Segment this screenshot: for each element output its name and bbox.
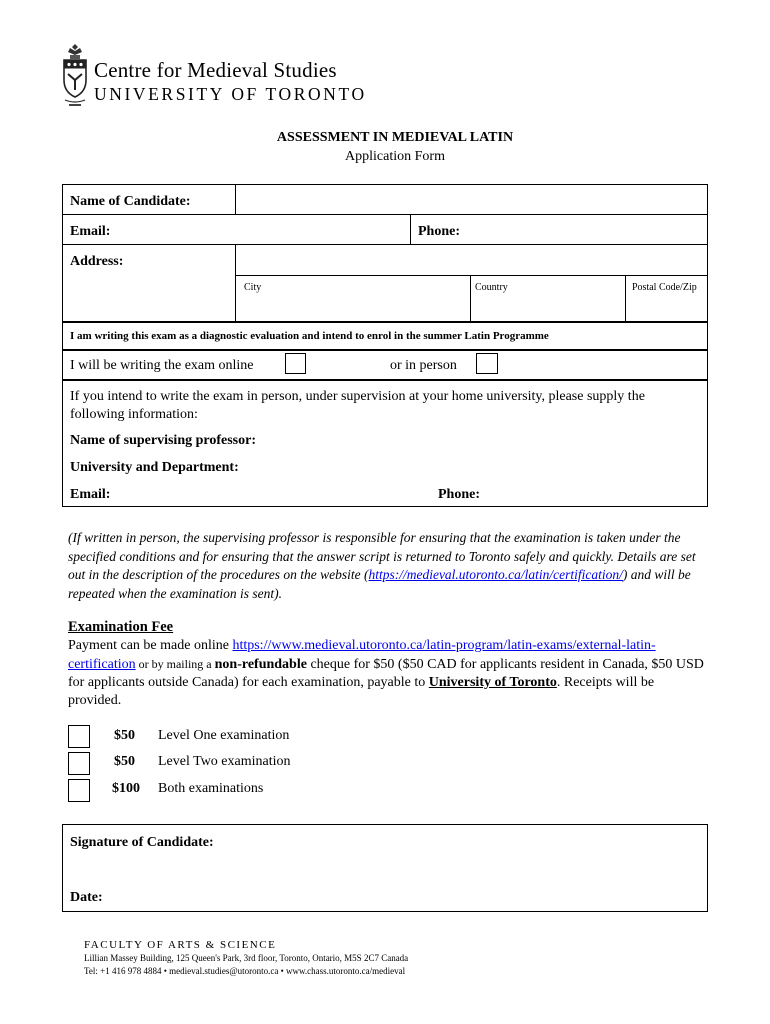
column-divider bbox=[470, 275, 471, 322]
level-one-checkbox[interactable] bbox=[68, 725, 90, 748]
diagnostic-statement: I am writing this exam as a diagnostic evaluation and intend to enrol in the summer Latin Programme bbox=[70, 330, 549, 342]
supervisor-phone-field[interactable] bbox=[488, 484, 703, 504]
level-one-label: Level One examination bbox=[158, 728, 290, 743]
level-one-price: $50 bbox=[114, 728, 135, 743]
document-title: ASSESSMENT IN MEDIEVAL LATIN bbox=[276, 130, 514, 145]
university-department-label: University and Department: bbox=[70, 460, 239, 475]
university-name: UNIVERSITY OF TORONTO bbox=[94, 84, 367, 104]
fee-text: Payment can be made online bbox=[68, 638, 233, 653]
note-text: (If written in person, the supervising professor is responsible for ensuring that the examination is taken under the specified conditions and for ensuring that the answer script is returned to Toronto safely and quickly. Details are set out in the description of the procedures on the website ( bbox=[68, 530, 696, 582]
column-divider bbox=[625, 275, 626, 322]
fee-paragraph bbox=[68, 637, 708, 710]
exam-in-person-checkbox[interactable] bbox=[476, 353, 498, 374]
candidate-name-field[interactable] bbox=[240, 188, 704, 210]
level-two-checkbox[interactable] bbox=[68, 752, 90, 775]
country-field[interactable] bbox=[474, 278, 622, 318]
exam-online-label: I will be writing the exam online bbox=[70, 358, 254, 373]
candidate-email-field[interactable] bbox=[130, 218, 406, 240]
university-crest-logo bbox=[62, 42, 88, 112]
level-two-price: $50 bbox=[114, 754, 135, 769]
fee-text: or by mailing a bbox=[135, 657, 215, 671]
university-department-field[interactable] bbox=[255, 457, 703, 477]
institution-name: Centre for Medieval Studies bbox=[94, 58, 337, 82]
signature-label: Signature of Candidate: bbox=[70, 835, 214, 850]
footer-contact: Tel: +1 416 978 4884 • medieval.studies@utoronto.ca • www.chass.utoronto.ca/medieval bbox=[84, 966, 406, 976]
fee-text: cheque for $50 ($50 CAD for applicants resident in Canada, $50 USD for applicants outside Canada) for each examination, payable to bbox=[68, 657, 704, 690]
fee-text: . Receipts will be provided. bbox=[68, 675, 655, 708]
candidate-phone-label: Phone: bbox=[418, 224, 460, 239]
city-field[interactable] bbox=[240, 278, 466, 318]
candidate-address-label: Address: bbox=[70, 254, 124, 269]
candidate-email-label: Email: bbox=[70, 224, 111, 239]
non-refundable-text: non-refundable bbox=[214, 657, 307, 672]
document-subtitle: Application Form bbox=[345, 149, 445, 164]
date-field[interactable] bbox=[110, 885, 410, 907]
country-label: Country bbox=[475, 282, 508, 293]
postal-code-label: Postal Code/Zip bbox=[632, 282, 697, 293]
note-text-end: ) and will be repeated when the examination is sent). bbox=[68, 567, 691, 601]
supervision-note bbox=[68, 529, 708, 603]
address-street-field[interactable] bbox=[240, 247, 704, 272]
supervising-professor-label: Name of supervising professor: bbox=[70, 433, 257, 448]
city-label: City bbox=[244, 282, 262, 293]
postal-code-field[interactable] bbox=[629, 278, 705, 318]
supervisor-phone-label: Phone: bbox=[438, 487, 480, 502]
supervisor-email-field[interactable] bbox=[118, 484, 418, 504]
column-divider bbox=[410, 214, 411, 244]
column-divider bbox=[235, 244, 236, 322]
exam-in-person-label: or in person bbox=[390, 358, 457, 373]
row-divider bbox=[236, 275, 708, 276]
row-divider bbox=[62, 244, 708, 245]
payee-name: University of Toronto bbox=[428, 675, 557, 690]
supervision-intro: If you intend to write the exam in person, under supervision at your home university, please supply the following information: bbox=[70, 389, 645, 422]
examination-fee-heading: Examination Fee bbox=[68, 619, 174, 635]
footer-address: Lillian Massey Building, 125 Queen's Park, 3rd floor, Toronto, Ontario, M5S 2C7 Canada bbox=[84, 953, 409, 963]
candidate-name-label: Name of Candidate: bbox=[70, 194, 191, 209]
supervisor-email-label: Email: bbox=[70, 487, 111, 502]
both-exams-price: $100 bbox=[112, 781, 140, 796]
payment-link[interactable]: https://www.medieval.utoronto.ca/latin-program/latin-exams/external-latin-certification bbox=[68, 638, 656, 672]
row-divider bbox=[62, 214, 708, 215]
candidate-phone-field[interactable] bbox=[470, 218, 704, 240]
both-exams-checkbox[interactable] bbox=[68, 779, 90, 802]
exam-online-checkbox[interactable] bbox=[285, 353, 306, 374]
date-label: Date: bbox=[70, 890, 103, 905]
signature-field[interactable] bbox=[240, 830, 703, 870]
certification-link[interactable]: https://medieval.utoronto.ca/latin/certification/ bbox=[368, 567, 623, 582]
both-exams-label: Both examinations bbox=[158, 781, 264, 796]
level-two-label: Level Two examination bbox=[158, 754, 291, 769]
supervising-professor-field[interactable] bbox=[275, 430, 703, 450]
faculty-name: FACULTY OF ARTS & SCIENCE bbox=[84, 939, 277, 951]
column-divider bbox=[235, 184, 236, 214]
